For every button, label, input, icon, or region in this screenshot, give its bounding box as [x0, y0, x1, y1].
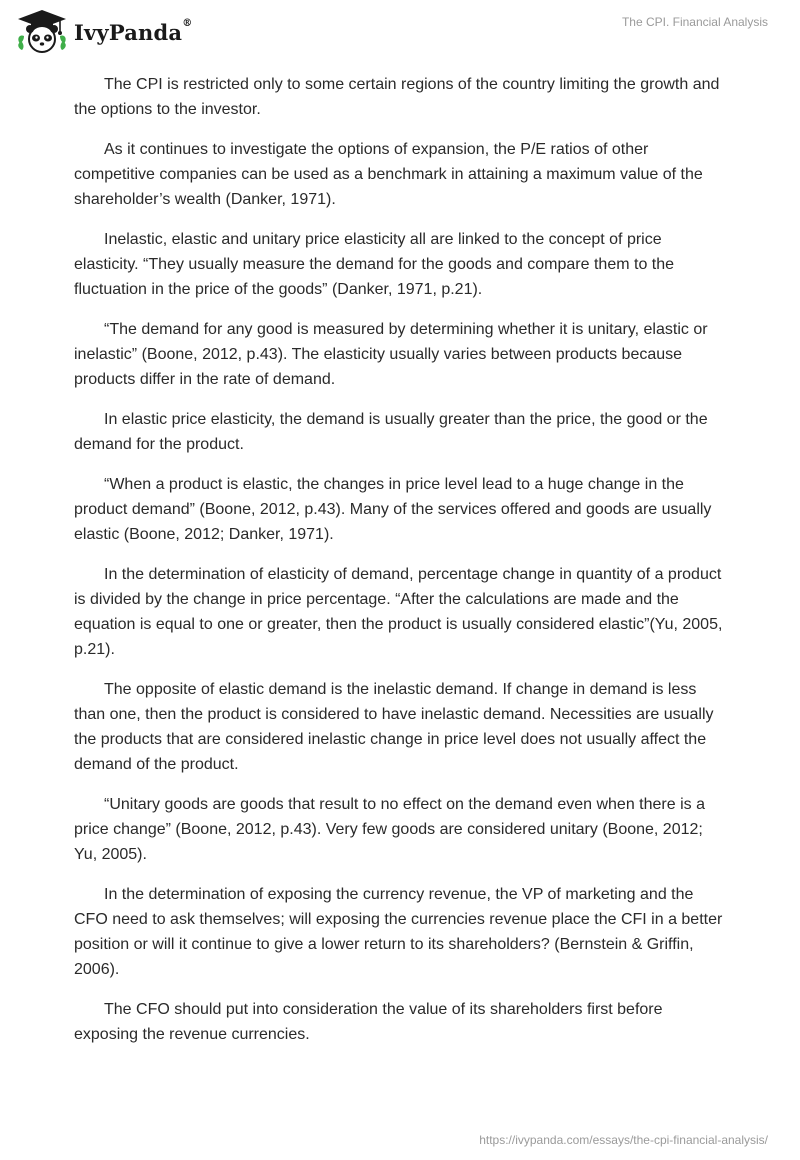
- paragraph: In the determination of exposing the currency revenue, the VP of marketing and the CFO need to ask themselves; will exposing the currencies revenue place the CFI in a better position or will it continue to give a lower return to its shareholders? (Bernstein & Griffin, 2006).: [74, 886, 723, 978]
- ivypanda-logo[interactable]: [14, 8, 192, 54]
- page-header: [0, 0, 800, 60]
- essay-body: [74, 72, 724, 1062]
- brand-name: IvyPanda®: [74, 17, 193, 45]
- paragraph: Inelastic, elastic and unitary price elasticity all are linked to the concept of price elasticity. “They usually measure the demand for the goods and compare them to the fluctuation in the price of the goods” (Danker, 1971, p.21).: [74, 231, 675, 298]
- paragraph: As it continues to investigate the options of expansion, the P/E ratios of other competitive companies can be used as a benchmark in attaining a maximum value of the shareholder’s wealth (Danker, 1971).: [74, 141, 703, 208]
- paragraph: In the determination of elasticity of demand, percentage change in quantity of a product is divided by the change in price percentage. “After the calculations are made and the equation is equal to one or greater, then the product is usually considered elastic”(Yu, 2005, p.21).: [74, 566, 723, 658]
- panda-graduate-icon: [14, 8, 70, 54]
- paragraph: The opposite of elastic demand is the inelastic demand. If change in demand is less than one, then the product is considered to have inelastic demand. Necessities are usually the products that are considered inelastic change in price level does not usually affect the demand of the product.: [74, 681, 714, 773]
- registered-mark: ®: [182, 17, 193, 29]
- paragraph: The CFO should put into consideration the value of its shareholders first before exposing the revenue currencies.: [74, 1001, 663, 1043]
- source-url-link[interactable]: https://ivypanda.com/essays/the-cpi-financial-analysis/: [479, 1133, 768, 1147]
- paragraph: “When a product is elastic, the changes in price level lead to a huge change in the product demand” (Boone, 2012, p.43). Many of the services offered and goods are usually elastic (Boone, 2012; Danker, 1971).: [74, 476, 712, 543]
- page-title: The CPI. Financial Analysis: [621, 15, 768, 29]
- paragraph: In elastic price elasticity, the demand is usually greater than the price, the good or the demand for the product.: [74, 411, 708, 453]
- paragraph: “The demand for any good is measured by determining whether it is unitary, elastic or inelastic” (Boone, 2012, p.43). The elasticity usually varies between products because products differ in the rate of demand.: [74, 321, 708, 388]
- paragraph: The CPI is restricted only to some certain regions of the country limiting the growth and the options to the investor.: [74, 76, 720, 118]
- paragraph: “Unitary goods are goods that result to no effect on the demand even when there is a price change” (Boone, 2012, p.43). Very few goods are considered unitary (Boone, 2012; Yu, 2005).: [74, 796, 705, 863]
